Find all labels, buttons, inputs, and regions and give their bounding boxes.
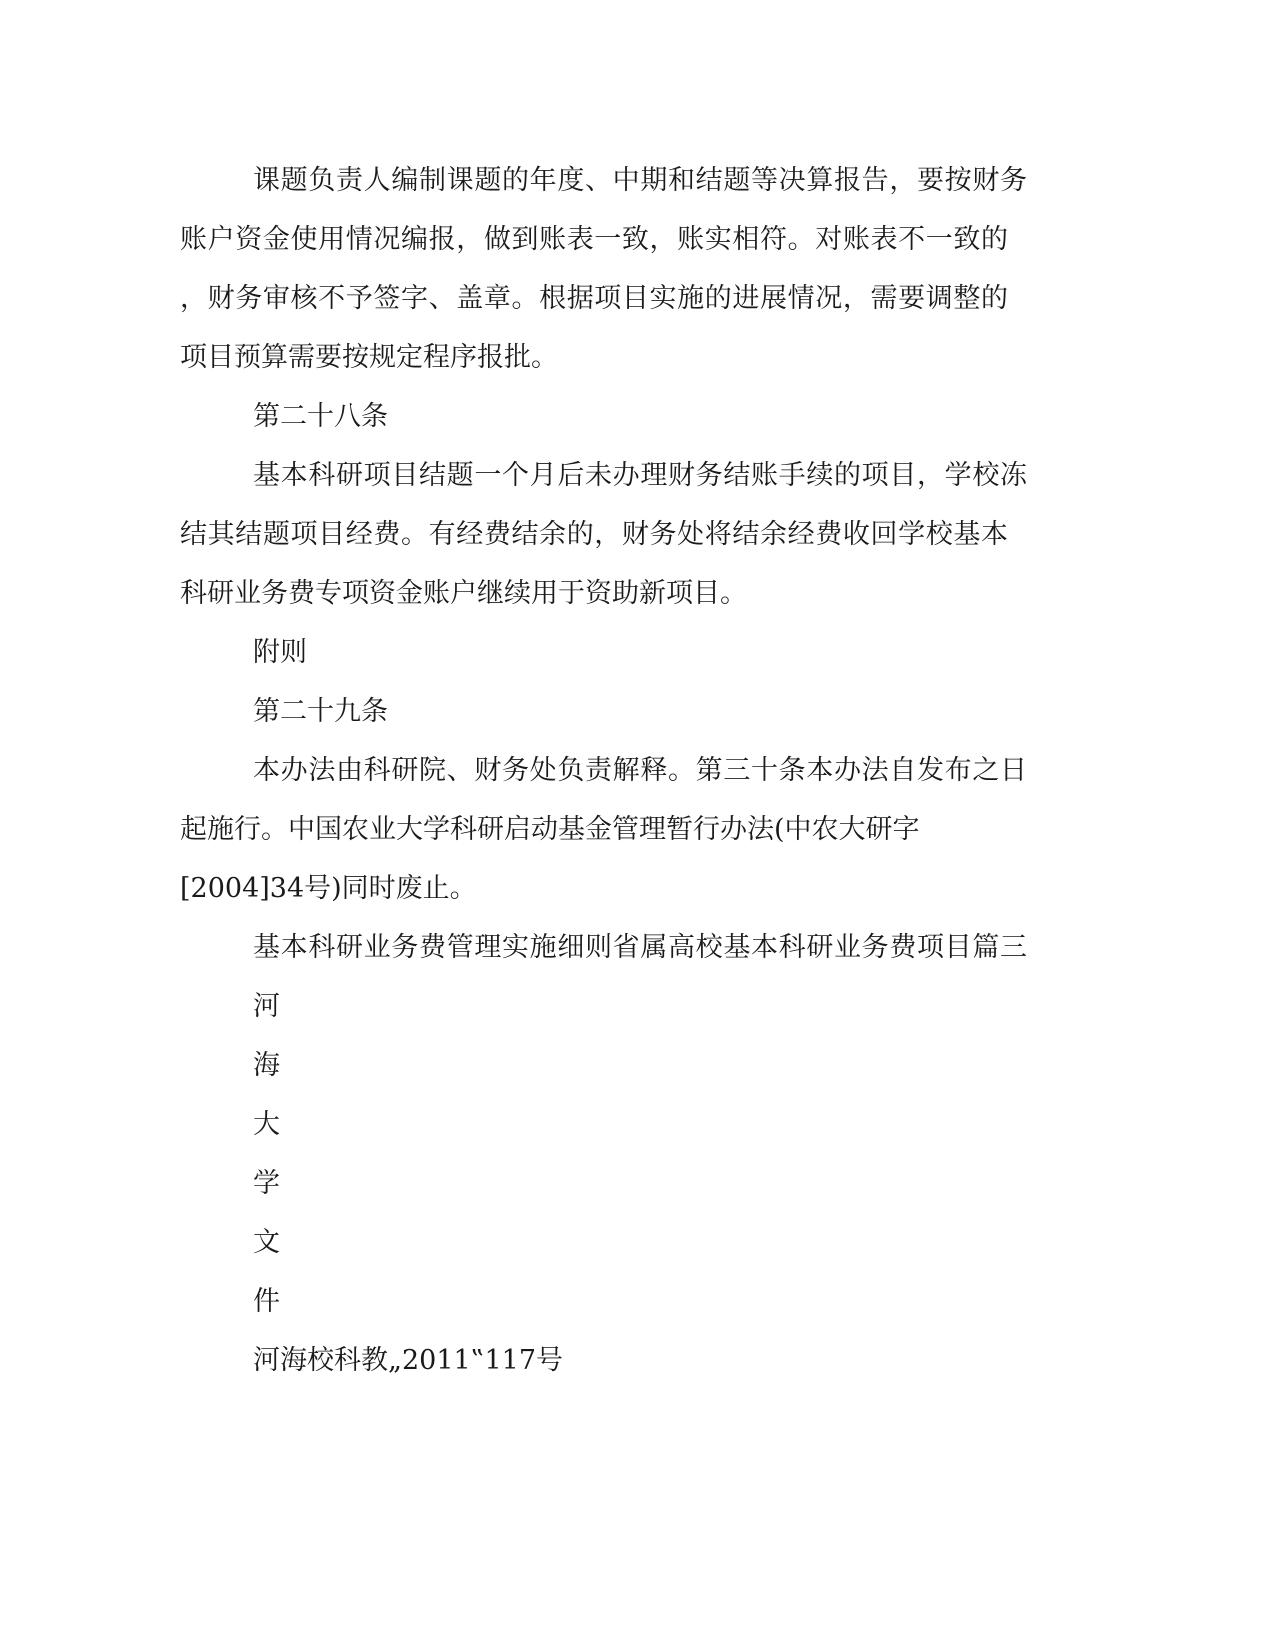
article-heading: 第二十八条 xyxy=(253,401,388,432)
vertical-title-char: 海 xyxy=(253,1050,280,1081)
body-text-line: 基本科研项目结题一个月后未办理财务结账手续的项目，学校冻 xyxy=(253,460,1027,491)
section-heading: 附则 xyxy=(253,637,307,668)
document-number: 河海校科教„2011‟117号 xyxy=(253,1345,564,1376)
body-text-line: [2004]34号)同时废止。 xyxy=(180,873,477,904)
body-text-line: 结其结题项目经费。有经费结余的，财务处将结余经费收回学校基本 xyxy=(180,519,1008,550)
body-text-line: 基本科研业务费管理实施细则省属高校基本科研业务费项目篇三 xyxy=(253,932,1027,963)
body-text-line: ，财务审核不予签字、盖章。根据项目实施的进展情况，需要调整的 xyxy=(180,283,1008,314)
body-text-line: 起施行。中国农业大学科研启动基金管理暂行办法(中农大研字 xyxy=(180,814,920,845)
vertical-title-char: 学 xyxy=(253,1168,280,1199)
vertical-title-char: 大 xyxy=(253,1109,280,1140)
body-text-line: 科研业务费专项资金账户继续用于资助新项目。 xyxy=(180,578,747,609)
body-text-line: 本办法由科研院、财务处负责解释。第三十条本办法自发布之日 xyxy=(253,755,1027,786)
body-text-line: 课题负责人编制课题的年度、中期和结题等决算报告，要按财务 xyxy=(253,165,1027,196)
vertical-title-char: 河 xyxy=(253,991,280,1022)
article-heading: 第二十九条 xyxy=(253,696,388,727)
vertical-title-char: 文 xyxy=(253,1227,280,1258)
vertical-title-char: 件 xyxy=(253,1286,280,1317)
body-text-line: 项目预算需要按规定程序报批。 xyxy=(180,342,558,373)
body-text-line: 账户资金使用情况编报，做到账表一致，账实相符。对账表不一致的 xyxy=(180,224,1008,255)
